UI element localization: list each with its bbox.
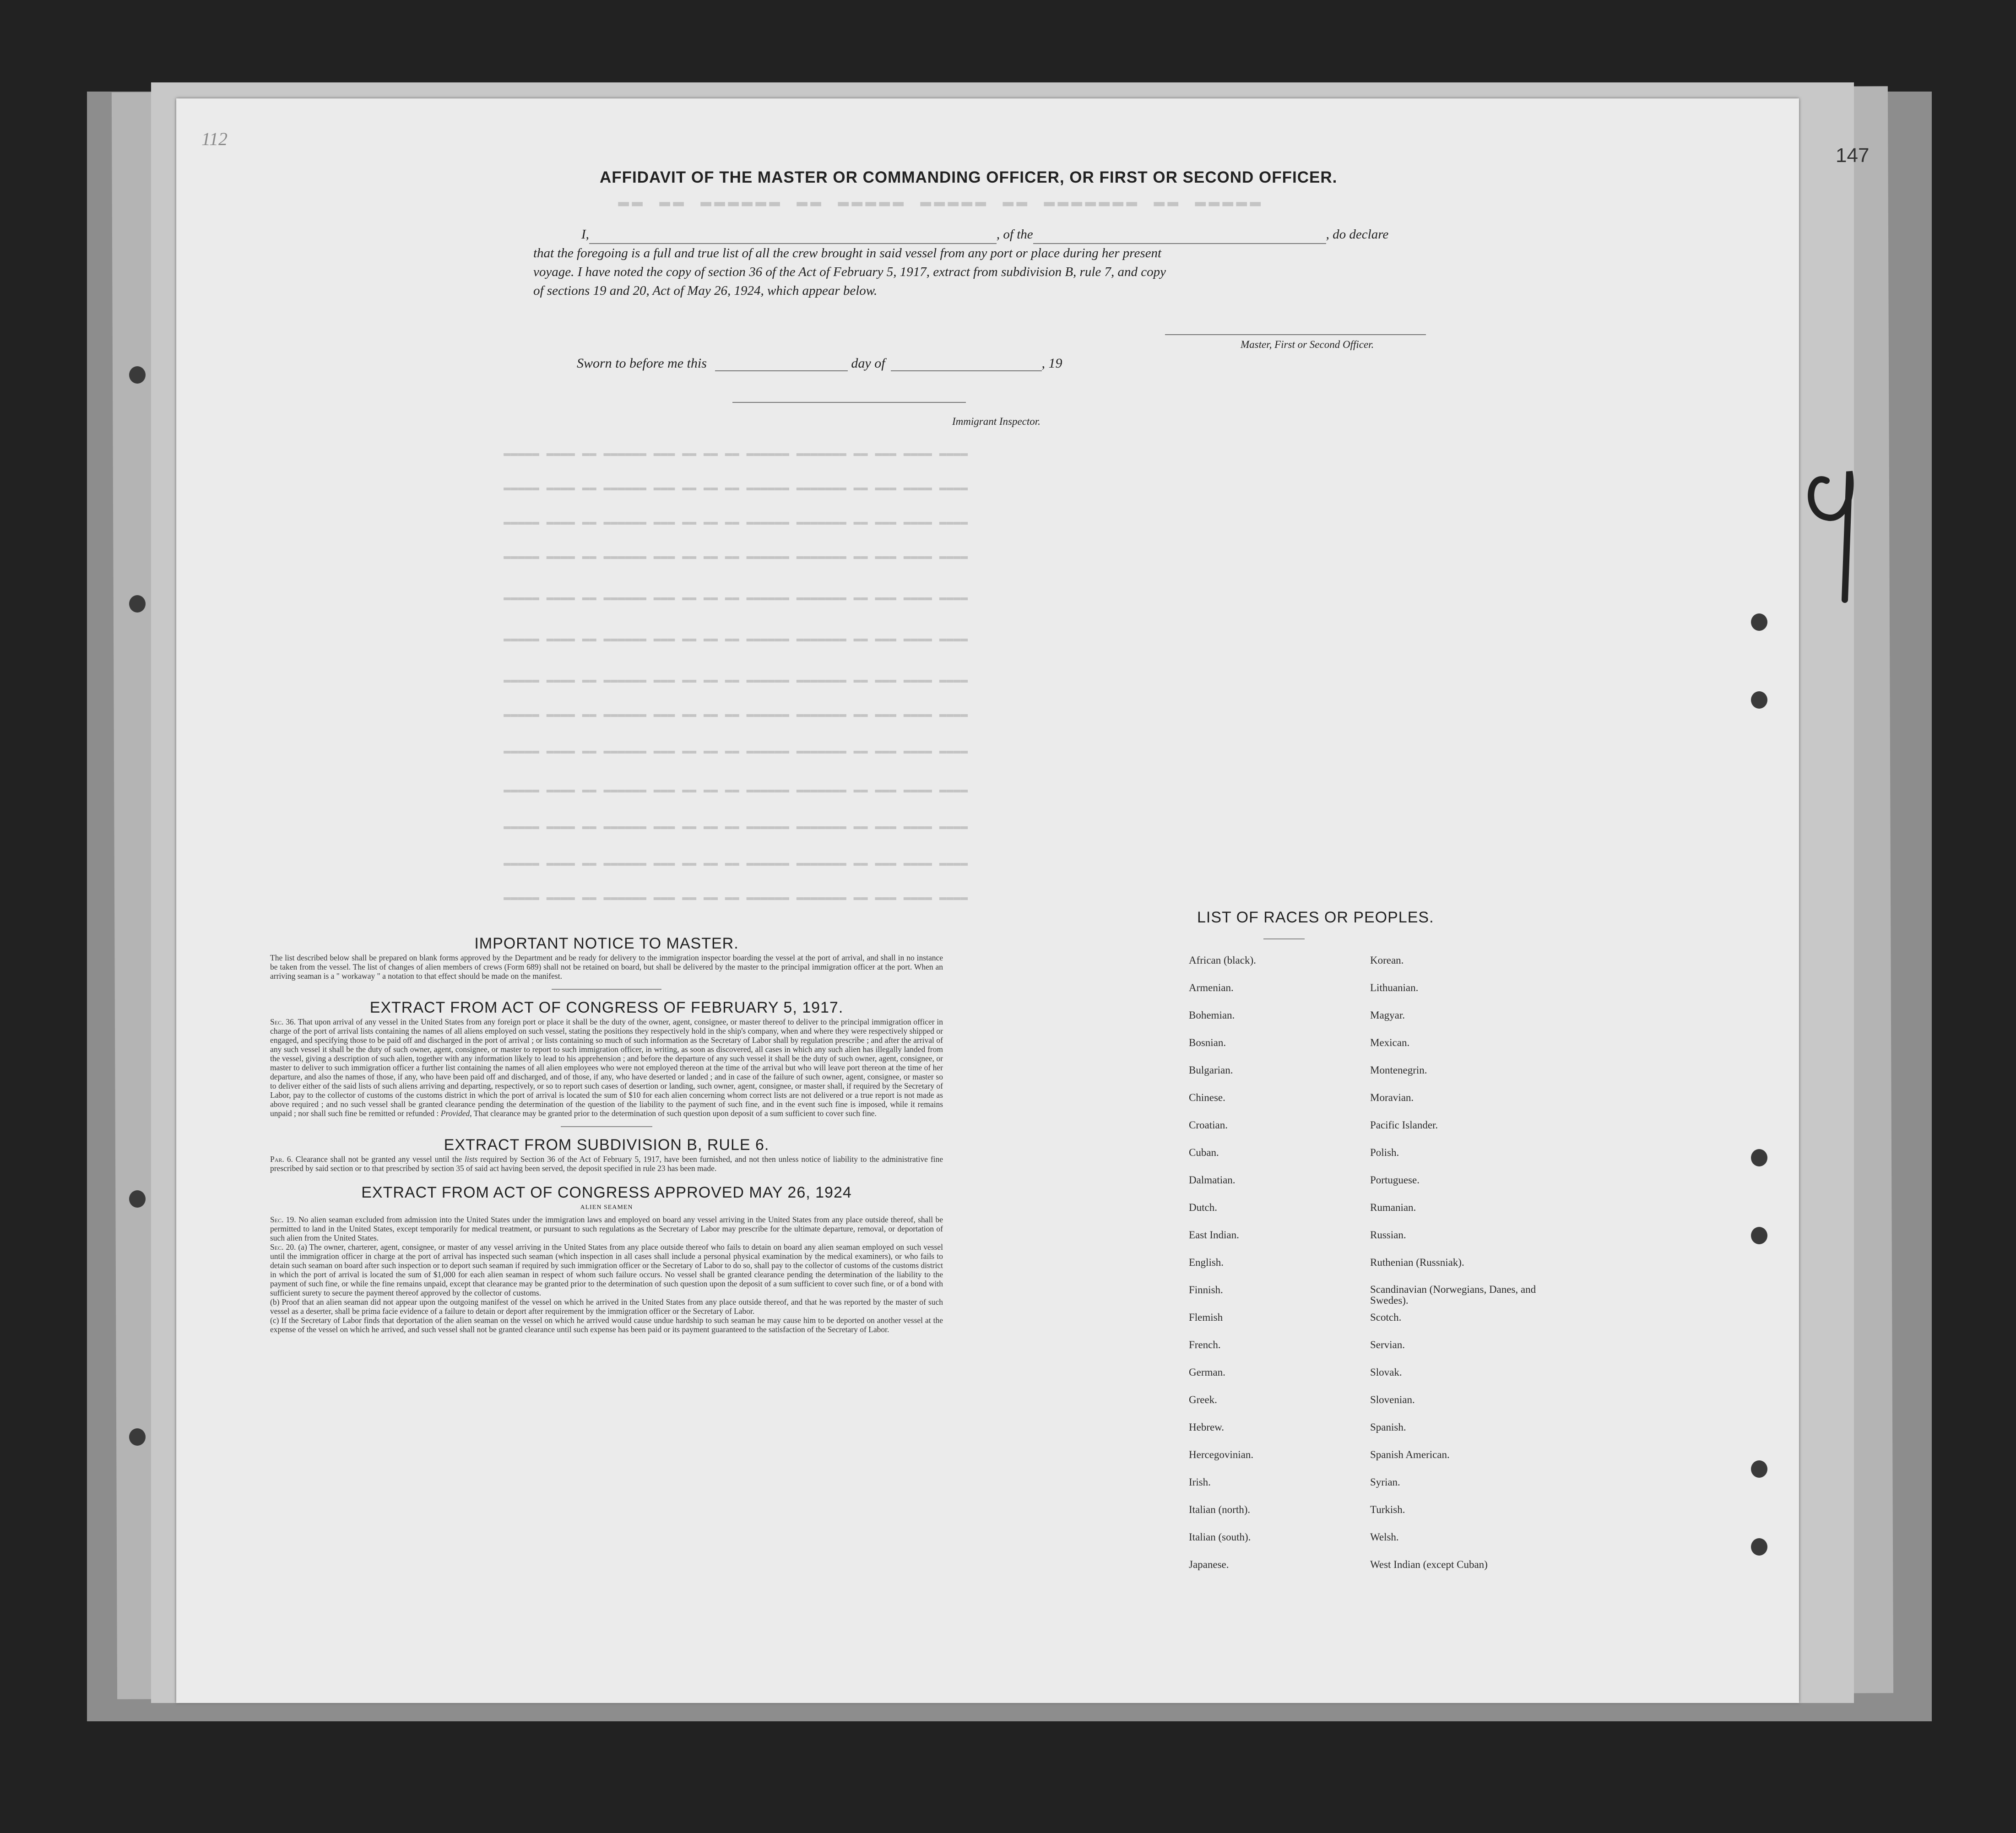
- bleed-through-row: ▬▬▬▬▬ ▬▬▬▬ ▬▬ ▬▬▬▬▬▬ ▬▬▬ ▬▬ ▬▬ ▬▬ ▬▬▬▬▬▬ ▬▬▬▬▬▬▬ ▬▬ ▬▬▬ ▬▬▬▬ ▬▬▬▬: [504, 549, 968, 563]
- race-item: Finnish.: [1189, 1284, 1223, 1296]
- inspector-signature-line: [732, 402, 966, 403]
- page-number: 147: [1836, 144, 1870, 167]
- punch-hole: [1751, 1460, 1767, 1478]
- race-item: Magyar.: [1370, 1009, 1405, 1021]
- extract-1924-title: EXTRACT FROM ACT OF CONGRESS APPROVED MAY 26, 1924: [361, 1184, 852, 1201]
- extract-rule6-text: [270, 1155, 943, 1173]
- lists-word: lists: [465, 1155, 478, 1164]
- affidavit-statement: [533, 224, 1449, 300]
- affidavit-line-4: of sections 19 and 20, Act of May 26, 1924, which appear below.: [533, 283, 878, 298]
- race-item: Lithuanian.: [1370, 982, 1419, 993]
- punch-hole: [1751, 1227, 1767, 1244]
- race-item: Pacific Islander.: [1370, 1119, 1438, 1131]
- race-item: German.: [1189, 1367, 1225, 1378]
- punch-hole: [129, 595, 146, 613]
- race-item: Welsh.: [1370, 1531, 1399, 1543]
- day-blank: [715, 355, 848, 371]
- corner-mark: 112: [201, 129, 228, 149]
- section-text: That upon arrival of any vessel in the United States from any foreign port or place it shall be the duty of the owner, agent, consignee, or master thereof to deliver to the principal immigration officer in charge of the port of arrival lists containing the names of all aliens employed on such vessel, stating the positions they respectively hold in the ship's company, when and where they were respectively shipped or engaged, and specifying those to be paid off and discharged in the port of arrival ; or lists containing so much of such information as the Secretary of Labor shall by regulation prescribe ; and after the arrival of any such vessel it shall be the duty of such owner, agent, consignee, or master to report to such immigration officer, in writing, as soon as discovered, all cases in which any such alien has illegally landed from the vessel, giving a description of such alien, together with any information likely to lead to his apprehension ; and before the departure of any such vessel it shall be the duty of such owner, agent, consignee, or master to deliver to such immigration officer a further list containing the names of all alien employees who were not employed thereon at the time of the arrival but who will leave port thereon at the time of her departure, and also the names of those, if any, who have been paid off and discharged, and of those, if any, who have deserted or landed ; and in case of the failure of such owner, agent, consignee, or master so to deliver either of the said lists of such aliens arriving and departing, respectively, or so to report such cases of desertion or landing, such owner, agent, consignee, or master shall, if required by the Secretary of Labor, pay to the collector of customs of the customs district in which the port of arrival is located the sum of $10 for each alien concerning whom correct lists are not delivered or a true report is not made as above required ; and no such vessel shall be granted clearance pending the determination of the question of the liability to the payment of such fine, and in the event such fine is imposed, while it remains unpaid ; nor shall such fine be remitted or refunded :: [270, 1017, 943, 1118]
- race-item: Flemish: [1189, 1312, 1223, 1323]
- affidavit-line-3: voyage. I have noted the copy of section 36 of the Act of February 5, 1917, extract from subdivision B, rule 7, and copy: [533, 265, 1166, 279]
- handwritten-mark: [1799, 453, 1881, 604]
- race-item: Cuban.: [1189, 1147, 1219, 1158]
- race-item: English.: [1189, 1257, 1224, 1268]
- bleed-through-row: ▬▬▬▬▬ ▬▬▬▬ ▬▬ ▬▬▬▬▬▬ ▬▬▬ ▬▬ ▬▬ ▬▬ ▬▬▬▬▬▬ ▬▬▬▬▬▬▬ ▬▬ ▬▬▬ ▬▬▬▬ ▬▬▬▬: [504, 632, 968, 645]
- race-item: Polish.: [1370, 1147, 1399, 1158]
- divider: [1263, 938, 1305, 939]
- punch-hole: [1751, 1149, 1767, 1166]
- race-item: Chinese.: [1189, 1092, 1225, 1103]
- race-item: Bosnian.: [1189, 1037, 1226, 1048]
- paragraph-text: required by Section 36 of the Act of February 5, 1917, have been furnished, and not then unless notice of liability to the administrative fine prescribed by said section or to that prescribed by section 35 of said act having been served, the deposit specified in rule 23 has been made.: [270, 1155, 943, 1173]
- divider: [561, 1126, 652, 1127]
- race-item: Dalmatian.: [1189, 1174, 1236, 1186]
- race-item: Armenian.: [1189, 982, 1234, 993]
- bleed-through-row: ▬▬▬▬▬ ▬▬▬▬ ▬▬ ▬▬▬▬▬▬ ▬▬▬ ▬▬ ▬▬ ▬▬ ▬▬▬▬▬▬ ▬▬▬▬▬▬▬ ▬▬ ▬▬▬ ▬▬▬▬ ▬▬▬▬: [504, 591, 968, 604]
- sworn-prefix: Sworn to before me this: [577, 356, 707, 371]
- race-item: Hebrew.: [1189, 1421, 1225, 1433]
- bleed-through-row: ▬▬▬▬▬ ▬▬▬▬ ▬▬ ▬▬▬▬▬▬ ▬▬▬ ▬▬ ▬▬ ▬▬ ▬▬▬▬▬▬ ▬▬▬▬▬▬▬ ▬▬ ▬▬▬ ▬▬▬▬ ▬▬▬▬: [504, 481, 968, 494]
- race-item: Croatian.: [1189, 1119, 1228, 1131]
- bleed-through-row: ▬▬▬▬▬ ▬▬▬▬ ▬▬ ▬▬▬▬▬▬ ▬▬▬ ▬▬ ▬▬ ▬▬ ▬▬▬▬▬▬ ▬▬▬▬▬▬▬ ▬▬ ▬▬▬ ▬▬▬▬ ▬▬▬▬: [504, 890, 968, 904]
- section-text: (a) The owner, charterer, agent, consignee, or master of any vessel arriving in the United States from any place outside thereof who fails to detain on board any alien seaman employed on such vessel until the immigration officer in charge at the port of arrival has inspected such seaman (which inspection in all cases shall include a personal physical examination by the medical examiners), or who fails to detain such seaman on board after such inspection or to deport such seaman if required by such immigration officer or the Secretary of Labor to do so, shall pay to the collector of customs of the customs district in which the port of arrival is located the sum of $1,000 for each alien seaman in respect of whom such failure occurs. No vessel shall be granted clearance pending the determination of the liability to the payment of such fine, or while the fine remains unpaid, except that clearance may be granted prior to the determination of such question upon the deposit of a sum sufficient to cover such fine, or of a bond with sufficient surety to secure the payment thereof approved by the collector of customs.: [270, 1242, 943, 1297]
- race-item: Montenegrin.: [1370, 1064, 1427, 1076]
- race-item: Slovak.: [1370, 1367, 1402, 1378]
- extract-1924-subtitle: ALIEN SEAMEN: [580, 1204, 633, 1211]
- bleed-through-row: ▬▬ ▬▬ ▬▬▬▬▬▬ ▬▬ ▬▬▬▬▬ ▬▬▬▬▬ ▬▬ ▬▬▬▬▬▬▬ ▬▬ ▬▬▬▬▬: [618, 192, 1264, 213]
- race-item: Korean.: [1370, 954, 1404, 966]
- race-item: Bohemian.: [1189, 1009, 1235, 1021]
- bleed-through-row: ▬▬▬▬▬ ▬▬▬▬ ▬▬ ▬▬▬▬▬▬ ▬▬▬ ▬▬ ▬▬ ▬▬ ▬▬▬▬▬▬ ▬▬▬▬▬▬▬ ▬▬ ▬▬▬ ▬▬▬▬ ▬▬▬▬: [504, 744, 968, 758]
- sworn-year: , 19: [1041, 356, 1062, 371]
- paragraph-text: Clearance shall not be granted any vessel until the: [295, 1155, 462, 1164]
- affidavit-line-1: [533, 224, 1449, 244]
- sworn-line: [577, 355, 1062, 371]
- inspector-label: Immigrant Inspector.: [952, 416, 1041, 427]
- race-item: Spanish American.: [1370, 1449, 1450, 1460]
- race-item: Dutch.: [1189, 1202, 1217, 1213]
- bleed-through-row: ▬▬▬▬▬ ▬▬▬▬ ▬▬ ▬▬▬▬▬▬ ▬▬▬ ▬▬ ▬▬ ▬▬ ▬▬▬▬▬▬ ▬▬▬▬▬▬▬ ▬▬ ▬▬▬ ▬▬▬▬ ▬▬▬▬: [504, 707, 968, 721]
- section-label: Sec. 20.: [270, 1242, 296, 1252]
- bleed-through-row: ▬▬▬▬▬ ▬▬▬▬ ▬▬ ▬▬▬▬▬▬ ▬▬▬ ▬▬ ▬▬ ▬▬ ▬▬▬▬▬▬ ▬▬▬▬▬▬▬ ▬▬ ▬▬▬ ▬▬▬▬ ▬▬▬▬: [504, 783, 968, 797]
- bleed-through-row: ▬▬▬▬▬ ▬▬▬▬ ▬▬ ▬▬▬▬▬▬ ▬▬▬ ▬▬ ▬▬ ▬▬ ▬▬▬▬▬▬ ▬▬▬▬▬▬▬ ▬▬ ▬▬▬ ▬▬▬▬ ▬▬▬▬: [504, 673, 968, 687]
- punch-hole: [1751, 1538, 1767, 1556]
- race-item: Servian.: [1370, 1339, 1405, 1350]
- section-20c-text: (c) If the Secretary of Labor finds that deportation of the alien seaman on the vessel on which he arrived would cause undue hardship to such seaman he may cause him to be deported on another vessel at the expense of the vessel on which he arrived, and such vessel shall not be granted clearance until such expense has been paid or its payment guaranteed to the satisfaction of the Secretary of Labor.: [270, 1316, 943, 1334]
- sworn-day-of: day of: [851, 356, 885, 371]
- bleed-through-row: ▬▬▬▬▬ ▬▬▬▬ ▬▬ ▬▬▬▬▬▬ ▬▬▬ ▬▬ ▬▬ ▬▬ ▬▬▬▬▬▬ ▬▬▬▬▬▬▬ ▬▬ ▬▬▬ ▬▬▬▬ ▬▬▬▬: [504, 856, 968, 870]
- bleed-through-row: ▬▬▬▬▬ ▬▬▬▬ ▬▬ ▬▬▬▬▬▬ ▬▬▬ ▬▬ ▬▬ ▬▬ ▬▬▬▬▬▬ ▬▬▬▬▬▬▬ ▬▬ ▬▬▬ ▬▬▬▬ ▬▬▬▬: [504, 819, 968, 833]
- signature-label: Master, First or Second Officer.: [1241, 339, 1374, 350]
- race-item: Slovenian.: [1370, 1394, 1415, 1405]
- race-item: Irish.: [1189, 1476, 1211, 1488]
- race-item: Portuguese.: [1370, 1174, 1420, 1186]
- bleed-through-row: ▬▬▬▬▬ ▬▬▬▬ ▬▬ ▬▬▬▬▬▬ ▬▬▬ ▬▬ ▬▬ ▬▬ ▬▬▬▬▬▬ ▬▬▬▬▬▬▬ ▬▬ ▬▬▬ ▬▬▬▬ ▬▬▬▬: [504, 515, 968, 529]
- race-item: Turkish.: [1370, 1504, 1405, 1515]
- race-item: Spanish.: [1370, 1421, 1406, 1433]
- race-item: African (black).: [1189, 954, 1256, 966]
- race-item: Japanese.: [1189, 1559, 1229, 1570]
- signature-line: [1165, 334, 1426, 335]
- extract-1917-text: [270, 1017, 943, 1118]
- race-item: Syrian.: [1370, 1476, 1400, 1488]
- race-item: West Indian (except Cuban): [1370, 1559, 1488, 1570]
- paragraph-label: Par. 6.: [270, 1155, 293, 1164]
- race-item: Greek.: [1189, 1394, 1217, 1405]
- section-label: Sec. 36.: [270, 1017, 296, 1026]
- punch-hole: [1751, 613, 1767, 631]
- affidavit-title: AFFIDAVIT OF THE MASTER OR COMMANDING OFFICER, OR FIRST OR SECOND OFFICER.: [600, 168, 1338, 186]
- race-item: Ruthenian (Russniak).: [1370, 1257, 1464, 1268]
- race-item: Italian (north).: [1189, 1504, 1251, 1515]
- race-item: Moravian.: [1370, 1092, 1414, 1103]
- section-19-text: [270, 1215, 943, 1242]
- punch-hole: [129, 366, 146, 384]
- race-item: East Indian.: [1189, 1229, 1239, 1241]
- affidavit-of-the: , of the: [996, 227, 1033, 242]
- bleed-through-row: ▬▬▬▬▬ ▬▬▬▬ ▬▬ ▬▬▬▬▬▬ ▬▬▬ ▬▬ ▬▬ ▬▬ ▬▬▬▬▬▬ ▬▬▬▬▬▬▬ ▬▬ ▬▬▬ ▬▬▬▬ ▬▬▬▬: [504, 446, 968, 460]
- section-20a-text: [270, 1242, 943, 1297]
- affidavit-do-declare: , do declare: [1326, 227, 1389, 242]
- section-text: That clearance may be granted prior to the determination of such question upon deposit of a sum sufficient to cover such fine.: [473, 1109, 877, 1118]
- races-column-2: [1370, 954, 1539, 1586]
- races-column-1: [1189, 954, 1256, 1586]
- race-item: Scandinavian (Norwegians, Danes, and Swedes).: [1370, 1284, 1536, 1306]
- notice-title: IMPORTANT NOTICE TO MASTER.: [474, 935, 739, 952]
- races-title: LIST OF RACES OR PEOPLES.: [1197, 909, 1434, 926]
- punch-hole: [1751, 691, 1767, 709]
- race-item: Russian.: [1370, 1229, 1406, 1241]
- race-item: Italian (south).: [1189, 1531, 1251, 1543]
- extract-rule6-title: EXTRACT FROM SUBDIVISION B, RULE 6.: [444, 1136, 770, 1154]
- race-item: Bulgarian.: [1189, 1064, 1233, 1076]
- extract-1917-title: EXTRACT FROM ACT OF CONGRESS OF FEBRUARY 5, 1917.: [369, 999, 844, 1016]
- notice-column: [270, 934, 943, 1334]
- punch-hole: [129, 1190, 146, 1208]
- divider: [552, 989, 661, 990]
- notice-text: The list described below shall be prepared on blank forms approved by the Department and be ready for delivery to the immigration inspector boarding the vessel at the port of arrival, and shall in no instance be taken from the vessel. The list of changes of alien members of crews (Form 689) shall not be retained on board, but shall be delivered by the master to the principal immigration officer at the port. When an arriving seaman is a " workaway " a notation to that effect should be made on the manifest.: [270, 953, 943, 981]
- vessel-blank: [1033, 224, 1326, 244]
- affidavit-i: I,: [581, 227, 589, 242]
- race-item: Scotch.: [1370, 1312, 1402, 1323]
- section-text: No alien seaman excluded from admission into the United States under the immigration laws and employed on board any vessel arriving in the United States from any place outside thereof, shall be permitted to land in the United States, except temporarily for medical treatment, or pursuant to such regulations as the Secretary of Labor may prescribe for the ultimate departure, removal, or deportation of such alien from the United States.: [270, 1215, 943, 1242]
- month-blank: [891, 355, 1042, 371]
- race-item: Hercegovinian.: [1189, 1449, 1254, 1460]
- affidavit-line-2: that the foregoing is a full and true list of all the crew brought in said vessel from any port or place during her present: [533, 246, 1162, 260]
- race-item: Mexican.: [1370, 1037, 1410, 1048]
- section-label: Sec. 19.: [270, 1215, 296, 1224]
- section-20b-text: (b) Proof that an alien seaman did not appear upon the outgoing manifest of the vessel on which he arrived in the United States from any place outside thereof, and that he was reported by the master of such vessel as a deserter, shall be prima facie evidence of a failure to detain or deport after requirement by the immigration officer or the Secretary of Labor.: [270, 1297, 943, 1316]
- race-item: Rumanian.: [1370, 1202, 1416, 1213]
- name-blank: [589, 224, 997, 244]
- race-item: French.: [1189, 1339, 1221, 1350]
- document-page: [176, 98, 1799, 1703]
- provided-word: Provided,: [440, 1109, 472, 1118]
- punch-hole: [129, 1428, 146, 1446]
